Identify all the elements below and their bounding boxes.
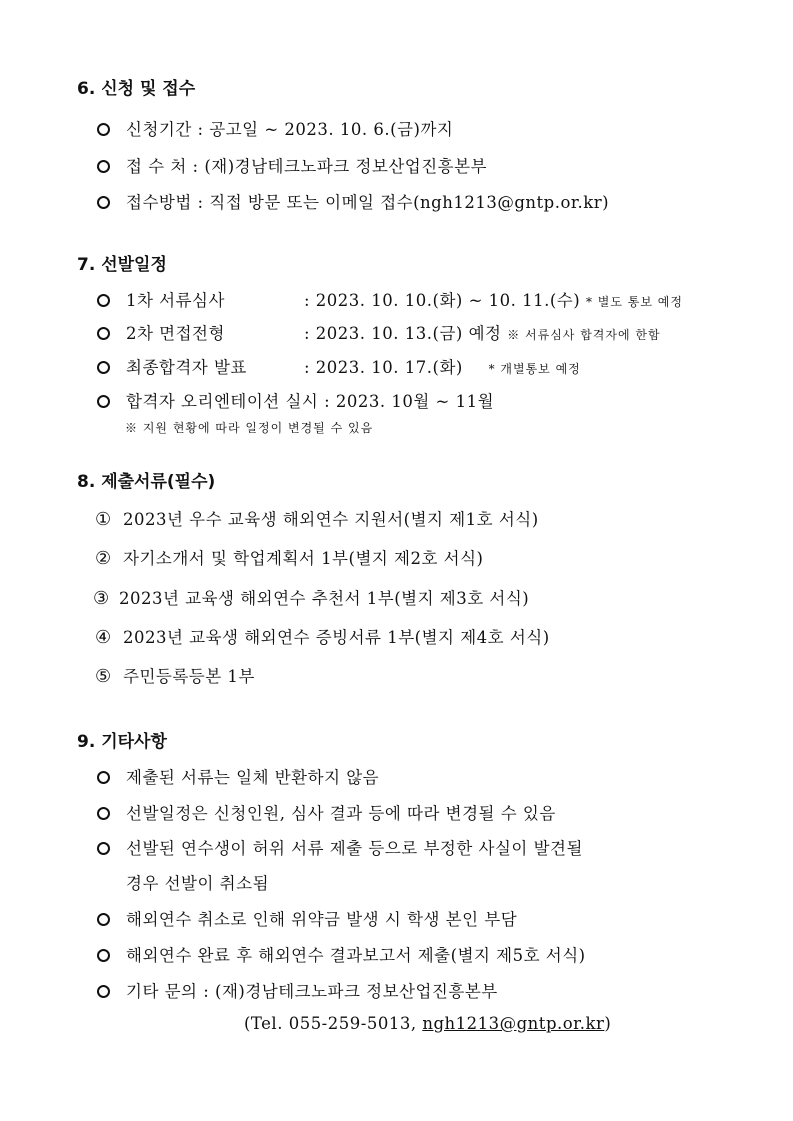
circle-bullet-icon xyxy=(97,160,110,173)
s6-item-1: 신청기간 : 공고일 ~ 2023. 10. 6.(금)까지 xyxy=(97,116,453,140)
s9-item-2: 선발일정은 신청인원, 심사 결과 등에 따라 변경될 수 있음 xyxy=(97,800,556,824)
circle-bullet-icon xyxy=(97,807,110,820)
s7-item-2: 2차 면접전형 : 2023. 10. 13.(금) 예정 ※ 서류심사 합격자에 한함 xyxy=(97,320,661,344)
s7-footnote: ※ 지원 현황에 따라 일정이 변경될 수 있음 xyxy=(125,421,374,435)
s9-item-3: 선발된 연수생이 허위 서류 제출 등으로 부정한 사실이 발견될 xyxy=(97,835,583,859)
circled-number-4: ④ xyxy=(95,627,112,648)
circle-bullet-icon xyxy=(97,123,110,136)
s6-item-2: 접 수 처 : (재)경남테크노파크 정보산업진흥본부 xyxy=(97,153,487,177)
section-9-heading: 9. 기타사항 xyxy=(77,732,167,752)
s7-item-4: 합격자 오리엔테이션 실시 : 2023. 10월 ~ 11월 xyxy=(97,388,494,412)
s7-item-1: 1차 서류심사 : 2023. 10. 10.(화) ~ 10. 11.(수) * 별도 통보 예정 xyxy=(97,287,683,311)
s9-item-3-continued: 경우 선발이 취소됨 xyxy=(126,874,270,893)
schedule-note: ※ 서류심사 합격자에 한함 xyxy=(507,328,661,342)
s7-item-3: 최종합격자 발표 : 2023. 10. 17.(화) * 개별통보 예정 xyxy=(97,354,581,378)
s8-item-3: ③ 2023년 교육생 해외연수 추천서 1부(별지 제3호 서식) xyxy=(93,588,530,609)
circle-bullet-icon xyxy=(97,395,110,408)
s8-item-4: ④ 2023년 교육생 해외연수 증빙서류 1부(별지 제4호 서식) xyxy=(95,627,550,648)
circle-bullet-icon xyxy=(97,327,110,340)
circle-bullet-icon xyxy=(97,949,110,962)
s9-item-4: 해외연수 취소로 인해 위약금 발생 시 학생 본인 부담 xyxy=(97,906,517,930)
s8-item-2: ② 자기소개서 및 학업계획서 1부(별지 제2호 서식) xyxy=(95,548,484,569)
circle-bullet-icon xyxy=(97,294,110,307)
circle-bullet-icon xyxy=(97,361,110,374)
section-7-heading: 7. 선발일정 xyxy=(77,255,167,275)
schedule-note: * 별도 통보 예정 xyxy=(585,295,683,309)
circle-bullet-icon xyxy=(97,842,110,855)
circle-bullet-icon xyxy=(97,913,110,926)
s6-item-3: 접수방법 : 직접 방문 또는 이메일 접수(ngh1213@gntp.or.kr) xyxy=(97,189,609,213)
contact-line: (Tel. 055-259-5013, ngh1213@gntp.or.kr) xyxy=(244,1014,612,1033)
s9-item-1: 제출된 서류는 일체 반환하지 않음 xyxy=(97,764,379,788)
circle-bullet-icon xyxy=(97,196,110,209)
circle-bullet-icon xyxy=(97,771,110,784)
s8-item-5: ⑤ 주민등록등본 1부 xyxy=(95,666,255,687)
schedule-note: * 개별통보 예정 xyxy=(488,362,581,376)
circle-bullet-icon xyxy=(97,985,110,998)
contact-email-link[interactable]: ngh1213@gntp.or.kr xyxy=(422,1014,605,1033)
section-6-heading: 6. 신청 및 접수 xyxy=(77,79,196,99)
circled-number-1: ① xyxy=(95,509,112,530)
s9-item-5: 해외연수 완료 후 해외연수 결과보고서 제출(별지 제5호 서식) xyxy=(97,942,586,966)
section-8-heading: 8. 제출서류(필수) xyxy=(77,472,216,492)
circled-number-3: ③ xyxy=(93,588,110,609)
s9-item-6: 기타 문의 : (재)경남테크노파크 정보산업진흥본부 xyxy=(97,978,498,1002)
circled-number-5: ⑤ xyxy=(95,666,112,687)
s8-item-1: ① 2023년 우수 교육생 해외연수 지원서(별지 제1호 서식) xyxy=(95,509,539,530)
circled-number-2: ② xyxy=(95,548,112,569)
